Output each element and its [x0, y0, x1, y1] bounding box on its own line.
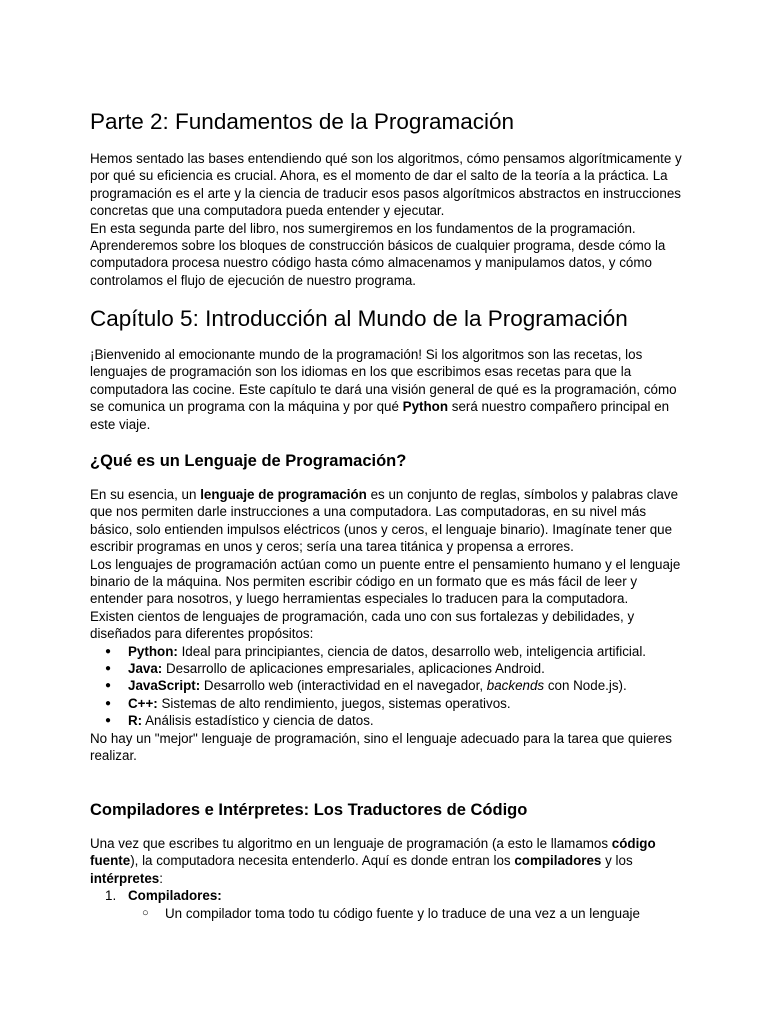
comp-p1-a: Una vez que escribes tu algoritmo en un lenguaje de programación (a esto le llamamos: [90, 836, 612, 851]
bullet-italic: backends: [486, 678, 545, 694]
bullet-text: Sistemas de alto rendimiento, juegos, sistemas operativos.: [157, 695, 511, 711]
compilers-sub-list: [90, 905, 690, 922]
section-language-heading: ¿Qué es un Lenguaje de Programación?: [90, 452, 407, 470]
comp-bold-source-code: código fuente: [90, 836, 656, 869]
language-paragraph-2: Los lenguajes de programación actúan como un puente entre el pensamiento humano y el lenguaje binario de la máquina. Nos permiten escribir código en un formato que es más fácil de leer y entender para nosotros, y luego herramientas especiales lo traducen para la computadora.: [90, 556, 681, 607]
comp-p1-d: :: [159, 870, 163, 886]
lang-p1-b: es un conjunto de reglas, símbolos y palabras clave que nos permiten darle instrucciones a una computadora. Las computadoras, en su nivel más básico, solo entienden impulsos eléctricos (unos y ceros, el lenguaje binario). Imagínate tener que escribir programas en unos y ceros; sería una tarea titánica y propensa a errores.: [90, 487, 679, 555]
lang-p1-bold: lenguaje de programación: [200, 487, 367, 502]
language-paragraph-1: [90, 486, 690, 556]
bullet-text: Ideal para principiantes, ciencia de datos, desarrollo web, inteligencia artificial.: [177, 643, 647, 659]
bullet-label: JavaScript:: [128, 678, 201, 694]
list-item: [90, 712, 690, 729]
list-item: [90, 660, 690, 677]
bullet-text: Desarrollo web (interactividad en el navegador,: [200, 678, 487, 694]
comp-p1-c: y los: [601, 853, 633, 869]
intro-text-a: ¡Bienvenido al emocionante mundo de la programación! Si los algoritmos son las recetas, los lenguajes de programación son los idiomas en los que escribimos esas recetas para que la computadora las cocine. Este capítulo te dará una visión general de qué es la programación, cómo se comunica un programa con la máquina y por qué: [90, 347, 677, 415]
language-paragraph-3: Existen cientos de lenguajes de programación, cada uno con sus fortalezas y debilidades, y diseñados para diferentes propósitos:: [90, 608, 635, 642]
comp-bold-interpreters: intérpretes: [90, 870, 160, 886]
list-item: [90, 695, 690, 712]
part-2-paragraph-2: En esta segunda parte del libro, nos sumergiremos en los fundamentos de la programación. Aprenderemos sobre los bloques de construcción básicos de cualquier programa, desde cómo la computadora procesa nuestro código hasta cómo almacenamos y manipulamos datos, y cómo controlamos el flujo de ejecución de nuestro programa.: [90, 220, 666, 288]
part-2-paragraph-1: Hemos sentado las bases entendiendo qué son los algoritmos, cómo pensamos algorítmicamente y por qué su eficiencia es crucial. Ahora, es el momento de dar el salto de la teoría a la práctica. La programación es el arte y la ciencia de traducir esos pasos algorítmicos abstractos en instrucciones concretas que una computadora pueda entender y ejecutar.: [90, 151, 682, 219]
chapter-5-intro-paragraph: [90, 346, 690, 433]
part-2-body: [90, 150, 690, 289]
chapter-5-intro: [90, 346, 690, 433]
list-number: 1.: [105, 888, 117, 904]
chapter-5-title: Capítulo 5: Introducción al Mundo de la Programación: [90, 306, 628, 331]
bullet-label: Python:: [128, 643, 178, 659]
sub-item-text: Un compilador toma todo tu código fuente y lo traduce de una vez a un lenguaje: [165, 905, 640, 921]
list-item: [90, 643, 690, 660]
bullet-label: Java:: [128, 661, 163, 677]
section-compilers-body: [90, 835, 690, 922]
lang-p1-a: En su esencia, un: [90, 487, 201, 502]
section-compilers-heading: Compiladores e Intérpretes: Los Traductores de Código: [90, 801, 528, 819]
comp-bold-compilers: compiladores: [514, 853, 602, 869]
list-label: Compiladores:: [128, 888, 222, 904]
language-paragraph-4: No hay un "mejor" lenguaje de programación, sino el lenguaje adecuado para la tarea que quieres realizar.: [90, 730, 672, 764]
bullet-label: R:: [128, 713, 143, 729]
list-item: [128, 905, 690, 922]
bullet-text: Desarrollo de aplicaciones empresariales, aplicaciones Android.: [162, 661, 545, 677]
list-item: [90, 887, 690, 922]
bullet-text: Análisis estadístico y ciencia de datos.: [142, 713, 374, 729]
compilers-numbered-list: [90, 887, 690, 922]
compilers-paragraph-1: [90, 835, 690, 887]
section-language-body: [90, 486, 690, 765]
part-2-title: Parte 2: Fundamentos de la Programación: [90, 109, 514, 134]
bullet-label: C++:: [128, 695, 158, 711]
list-item: [90, 677, 690, 694]
language-bullet-list: [90, 643, 690, 730]
bullet-text: con Node.js).: [544, 678, 627, 694]
intro-python-bold: Python: [402, 399, 449, 415]
comp-p1-b: ), la computadora necesita entenderlo. Aquí es donde entran los: [130, 853, 515, 869]
intro-text-b: será nuestro compañero principal en este viaje.: [90, 399, 670, 432]
